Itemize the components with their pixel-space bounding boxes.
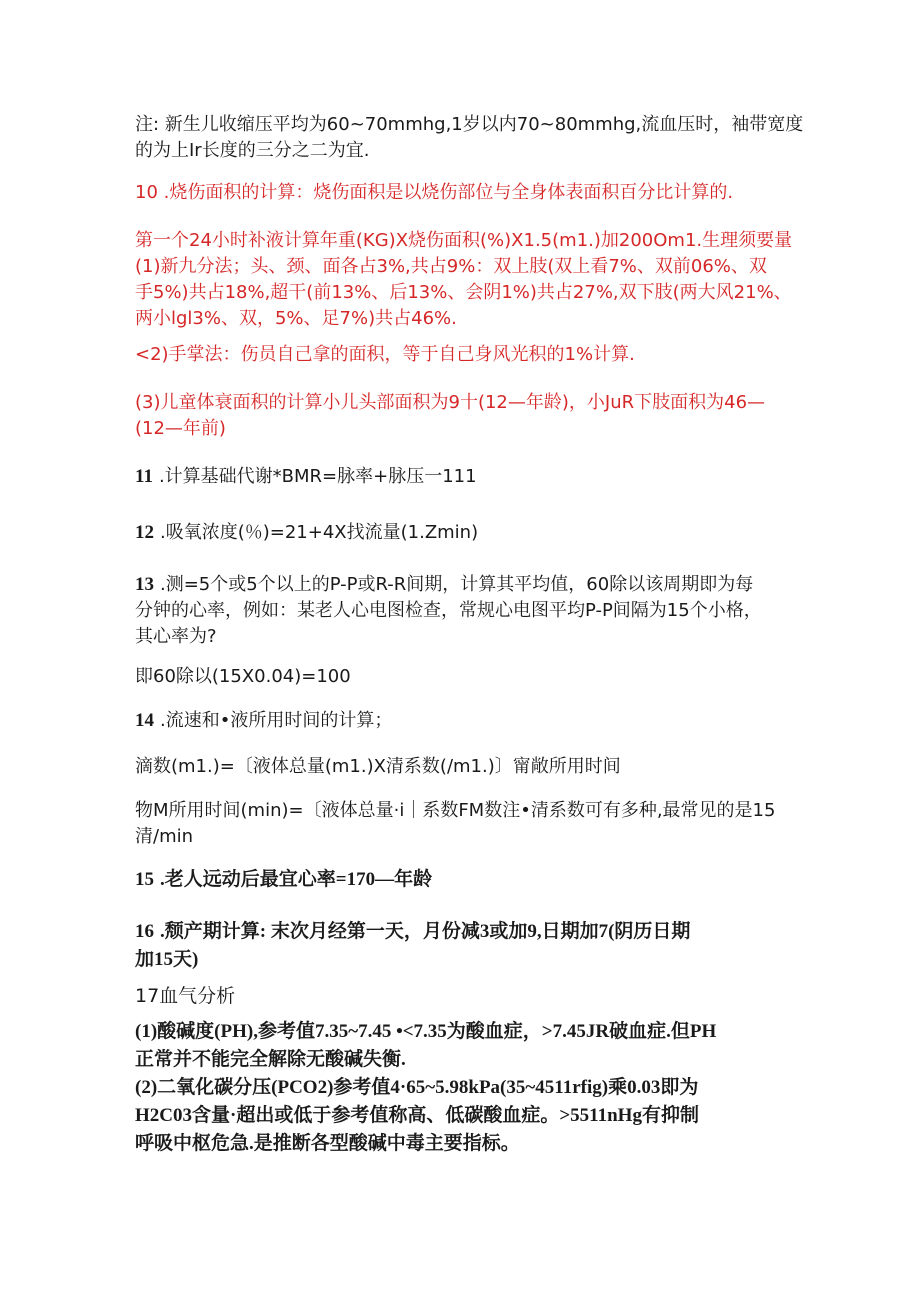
item17-pco2-line-1: (2)二氧化碳分压(PCO2)参考值4·65~5.98kPa(35~4511rfig)乘0.03即为 (135, 1077, 699, 1098)
item16-line-2: 加15天) (135, 949, 199, 970)
item14-time-formula (135, 798, 790, 850)
item17-pco2 (135, 1074, 790, 1158)
item14-time-line-2: 清/min (135, 826, 194, 847)
note-line-1: 注: 新生儿收缩压平均为60~70mmhg,1岁以内70~80mmhg,流血压时，袖带宽度 (135, 114, 804, 135)
item10-heading (135, 180, 790, 206)
item14-drip-formula (135, 754, 790, 780)
item13-line-3: 其心率为? (135, 626, 217, 647)
item14 (135, 708, 790, 734)
item14-text: .流速和•液所用时间的计算； (160, 710, 393, 731)
item13-answer (135, 664, 790, 690)
item10-formula-line-2: (1)新九分法；头、颈、面各占3%,共占9%：双上肢(双上看7%、双前06%、双 (135, 256, 767, 277)
item17-heading-text: 17血气分析 (135, 985, 236, 1007)
item10-child-line-1: (3)儿童体衰面积的计算小儿头部面积为9十(12—年龄)，小JuR下肢面积为46— (135, 392, 766, 413)
note-paragraph (135, 112, 804, 164)
item10-formula-line-1: 第一个24小时补液计算年重(KG)X烧伤面积(%)X1.5(m1.)加200Om1.生理须要量 (135, 230, 793, 251)
item17-ph (135, 1018, 790, 1074)
item17-pco2-line-3: 呼吸中枢危急.是推断各型酸碱中毒主要指标。 (135, 1133, 520, 1154)
item10-formula-line-3: 手5%)共占18%,超干(前13%、后13%、会阴1%)共占27%,双下肢(两大风21%、 (135, 282, 792, 303)
item11 (135, 464, 790, 490)
item10-formula (135, 228, 793, 332)
item16-number: 16 (135, 921, 154, 942)
item10-formula-line-4: 两小lgl3%、双，5%、足7%)共占46%. (135, 308, 457, 329)
item14-drip-text: 滴数(m1.)=〔液体总量(m1.)X清系数(/m1.)〕甯敞所用时间 (135, 756, 621, 777)
item15 (135, 866, 790, 894)
item10-child (135, 390, 790, 442)
item13-line-2: 分钟的心率，例如：某老人心电图检查，常规心电图平均P-P间隔为15个小格， (135, 600, 762, 621)
item10-child-line-2: (12—年前) (135, 418, 226, 439)
item12-text: .吸氧浓度(％)=21+4X找流量(1.Zmin) (160, 522, 479, 543)
item17-heading (135, 982, 790, 1010)
item10-hand-method-text: <2)手掌法：伤员自己拿的面积，等于自己身风光积的1%计算. (135, 344, 635, 365)
item14-number: 14 (135, 710, 154, 731)
item16 (135, 918, 790, 974)
item17-ph-line-2: 正常并不能完全解除无酸碱失衡. (135, 1049, 406, 1070)
item17-pco2-line-2: H2C03含量·超出或低于参考值称高、低碳酸血症。>5511nHg有抑制 (135, 1105, 699, 1126)
item13-number: 13 (135, 574, 154, 595)
item13 (135, 572, 790, 650)
item12-number: 12 (135, 522, 154, 543)
item12 (135, 520, 790, 546)
item10-hand-method (135, 342, 790, 368)
item10-heading-text: 10 .烧伤面积的计算：烧伤面积是以烧伤部位与全身体表面积百分比计算的. (135, 182, 734, 203)
item15-number: 15 (135, 869, 154, 890)
item15-text: .老人远动后最宜心率=170—年龄 (160, 869, 433, 890)
item13-line-1: .测=5个或5个以上的P-P或R-R间期，计算其平均值，60除以该周期即为每 (160, 574, 754, 595)
item11-number: 11 (135, 466, 153, 487)
item13-answer-text: 即60除以(15X0.04)=100 (135, 666, 351, 687)
item17-ph-line-1: (1)酸碱度(PH),参考值7.35~7.45 •<7.35为酸血症，>7.45JR破血症.但PH (135, 1021, 717, 1042)
item16-line-1: .颓产期计算: 末次月经第一天，月份减3或加9,日期加7(阴历日期 (160, 921, 691, 942)
note-line-2: 的为上Ir长度的三分之二为宜. (135, 140, 370, 161)
item11-text: .计算基础代谢*BMR=脉率+脉压一111 (158, 466, 477, 487)
item14-time-line-1: 物M所用时间(min)=〔液体总量·i｜系数FM数注•清系数可有多种,最常见的是15 (135, 800, 776, 821)
